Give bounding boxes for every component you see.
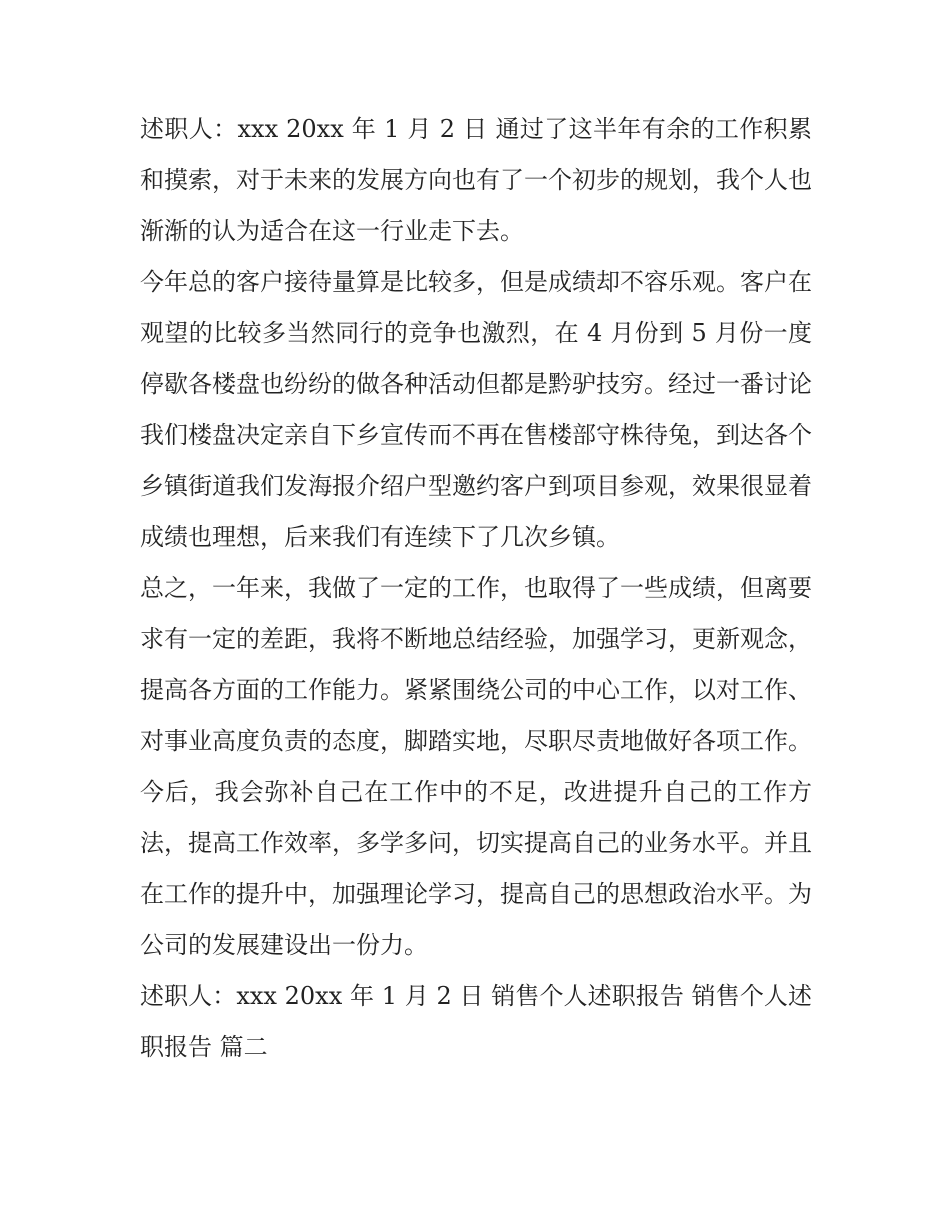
paragraph-5: 述职人：xxx 20xx 年 1 月 2 日 销售个人述职报告 销售个人述职报告 篇二 <box>140 982 812 1061</box>
document-body <box>140 104 812 1073</box>
paragraph-3: 总之，一年来，我做了一定的工作，也取得了一些成绩，但离要求有一定的差距，我将不断地总结经验，加强学习，更新观念，提高各方面的工作能力。紧紧围绕公司的中心工作，以对工作、对事业高度负责的态度，脚踏实地，尽职尽责地做好各项工作。 <box>140 574 812 755</box>
paragraph-4: 今后，我会弥补自己在工作中的不足，改进提升自己的工作方法，提高工作效率，多学多问，切实提高自己的业务水平。并且在工作的提升中，加强理论学习，提高自己的思想政治水平。为公司的发展建设出一份力。 <box>140 778 812 959</box>
paragraph-1: 述职人：xxx 20xx 年 1 月 2 日 通过了这半年有余的工作积累和摸索，对于未来的发展方向也有了一个初步的规划，我个人也渐渐的认为适合在这一行业走下去。 <box>140 115 812 245</box>
paragraph-2: 今年总的客户接待量算是比较多，但是成绩却不容乐观。客户在观望的比较多当然同行的竞争也激烈，在 4 月份到 5 月份一度停歇各楼盘也纷纷的做各种活动但都是黔驴技穷。经过一番讨论我们楼盘决定亲自下乡宣传而不再在售楼部守株待兔，到达各个乡镇街道我们发海报介绍户型邀约客户到项目参观，效果很显着成绩也理想，后来我们有连续下了几次乡镇。 <box>140 268 812 551</box>
